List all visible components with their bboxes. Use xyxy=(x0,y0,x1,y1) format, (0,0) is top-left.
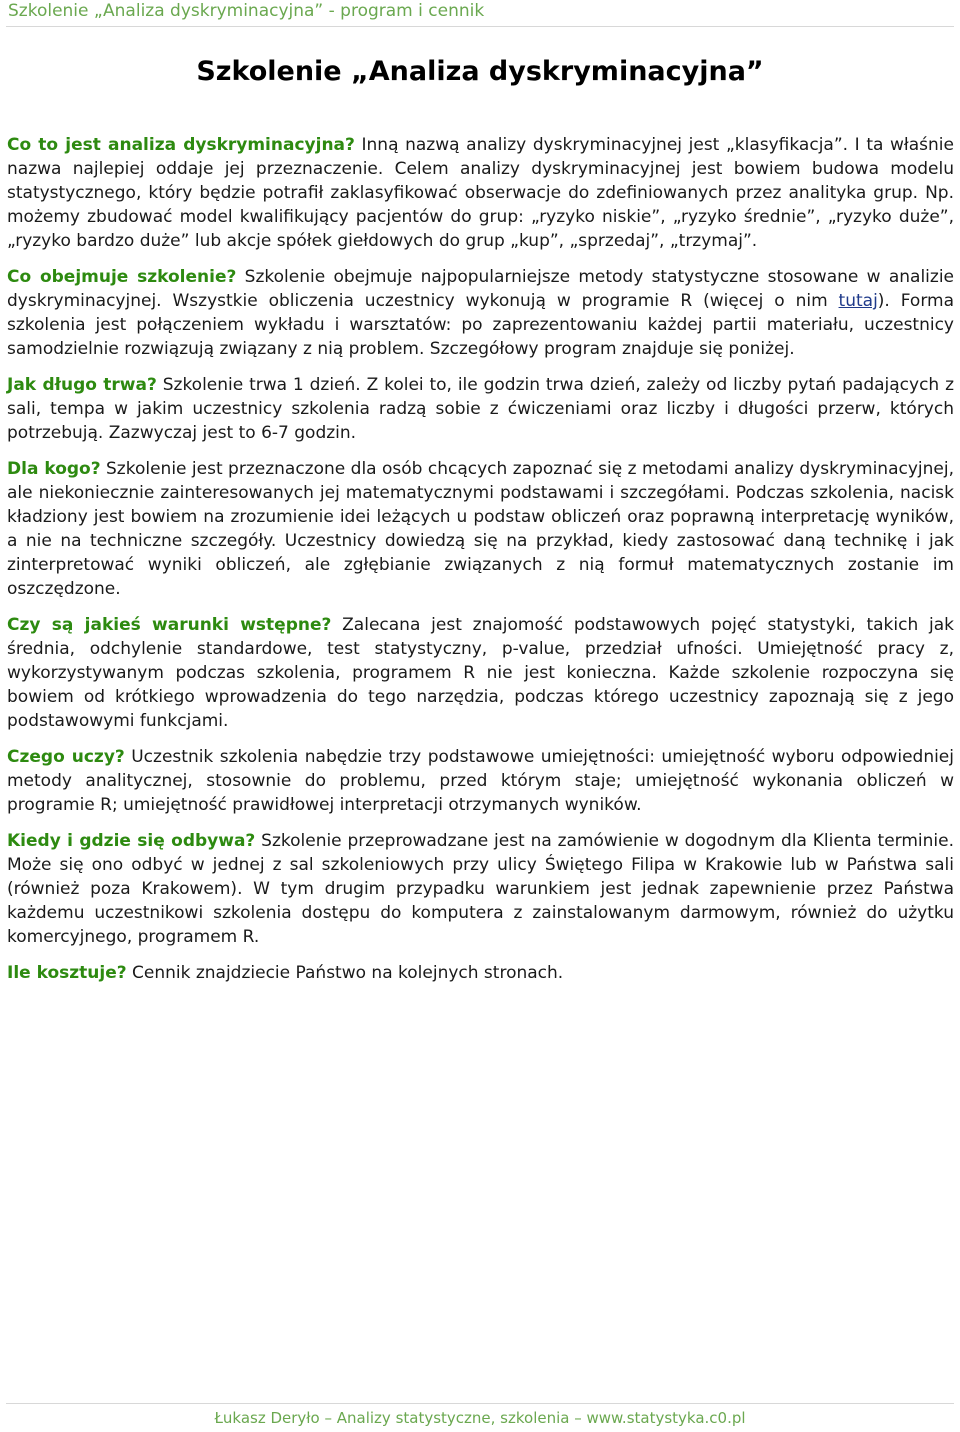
section-when-where xyxy=(7,829,954,949)
page-title: Szkolenie „Analiza dyskryminacyjna” xyxy=(196,56,764,87)
tutaj-link[interactable]: tutaj xyxy=(838,291,878,311)
section-text: Szkolenie obejmuje najpopularniejsze metody statystyczne stosowane w analizie dyskryminacyjnej. Wszystkie obliczenia uczestnicy wykonują w programie R (więcej o nim xyxy=(7,267,955,311)
section-text: Szkolenie przeprowadzane jest na zamówienie w dogodnym dla Klienta terminie. Może się ono odbyć w jednej z sal szkoleniowych przy ulicy Świętego Filipa w Krakowie lub w Państwa sali (również poza Krakowem). W tym drugim przypadku warunkiem jest jednak zapewnienie przez Państwa każdemu uczestnikowi szkolenia dostępu do komputera z zainstalowanym darmowym, również do użytku komercyjnego, programem R. xyxy=(7,831,955,947)
section-skills xyxy=(7,745,954,817)
section-question: Ile kosztuje? xyxy=(7,963,127,983)
page-header: Szkolenie „Analiza dyskryminacyjna” - program i cennik xyxy=(8,1,485,21)
section-text: Zalecana jest znajomość podstawowych pojęć statystyki, takich jak średnia, odchylenie standardowe, test statystyczny, p-value, przedział ufności. Umiejętność pracy z, wykorzystywanym podczas szkolenia, programem R nie jest konieczna. Każde szkolenie rozpoczyna się bowiem od krótkiego wprowadzenia do tego narzędzia, podczas którego uczestnicy zapoznają się z jego podstawowymi funkcjami. xyxy=(7,615,954,731)
section-price xyxy=(7,961,954,985)
section-prerequisites xyxy=(7,613,954,733)
section-text: Inną nazwą analizy dyskryminacyjnej jest „klasyfikacja”. I ta właśnie nazwa najlepiej oddaje jej przeznaczenie. Celem analizy dyskryminacyjnej jest bowiem budowa modelu statystycznego, który będzie potrafił zaklasyfikować obserwacje do zdefiniowanych przez analityka grup. Np. możemy zbudować model kwalifikujący pacjentów do grup: „ryzyko niskie”, „ryzyko średnie”, „ryzyko duże”, „ryzyko bardzo duże” lub akcje spółek giełdowych do grup „kup”, „sprzedaj”, „trzymaj”. xyxy=(7,135,954,251)
section-question: Co to jest analiza dyskryminacyjna? xyxy=(7,135,355,155)
footer-divider xyxy=(6,1403,954,1404)
section-text: ). Forma szkolenia jest połączeniem wykładu i warsztatów: po zaprezentowaniu każdej partii materiału, uczestnicy samodzielnie rozwiązują związany z nią problem. Szczegółowy program znajduje się poniżej. xyxy=(7,291,954,359)
section-text: Szkolenie jest przeznaczone dla osób chcących zapoznać się z metodami analizy dyskryminacyjnej, ale niekoniecznie zainteresowanych jej matematycznymi podstawami i szczegółami. Podczas szkolenia, nacisk kładziony jest bowiem na zrozumienie idei leżących u podstaw obliczeń oraz poprawną interpretację wyników, a nie na techniczne szczegóły. Uczestnicy dowiedzą się na przykład, kiedy zastosować daną technikę i jak zinterpretować wyniki obliczeń, ale zgłębianie związanych z nią formuł matematycznych zostanie im oszczędzone. xyxy=(7,459,954,599)
header-divider xyxy=(6,26,954,27)
document-body xyxy=(7,133,954,997)
section-question: Jak długo trwa? xyxy=(7,375,157,395)
section-question: Kiedy i gdzie się odbywa? xyxy=(7,831,256,851)
section-text: Uczestnik szkolenia nabędzie trzy podstawowe umiejętności: umiejętność wyboru odpowiedniej metody analitycznej, stosownie do problemu, przed którym staje; umiejętność wykonania obliczeń w programie R; umiejętność prawidłowej interpretacji otrzymanych wyników. xyxy=(7,747,954,815)
section-text: Szkolenie trwa 1 dzień. Z kolei to, ile godzin trwa dzień, zależy od liczby pytań padających z sali, tempa w jakim uczestnicy szkolenia radzą sobie z ćwiczeniami oraz liczby i długości przerw, których potrzebują. Zazwyczaj jest to 6-7 godzin. xyxy=(7,375,955,443)
section-text: Cennik znajdziecie Państwo na kolejnych stronach. xyxy=(126,963,564,983)
section-duration xyxy=(7,373,954,445)
page-footer: Łukasz Deryło – Analizy statystyczne, szkolenia – www.statystyka.c0.pl xyxy=(214,1409,746,1427)
section-question: Czy są jakieś warunki wstępne? xyxy=(7,615,332,635)
section-question: Czego uczy? xyxy=(7,747,125,767)
section-question: Dla kogo? xyxy=(7,459,101,479)
section-audience xyxy=(7,457,954,601)
section-scope xyxy=(7,265,954,361)
section-question: Co obejmuje szkolenie? xyxy=(7,267,237,287)
section-what-is xyxy=(7,133,954,253)
